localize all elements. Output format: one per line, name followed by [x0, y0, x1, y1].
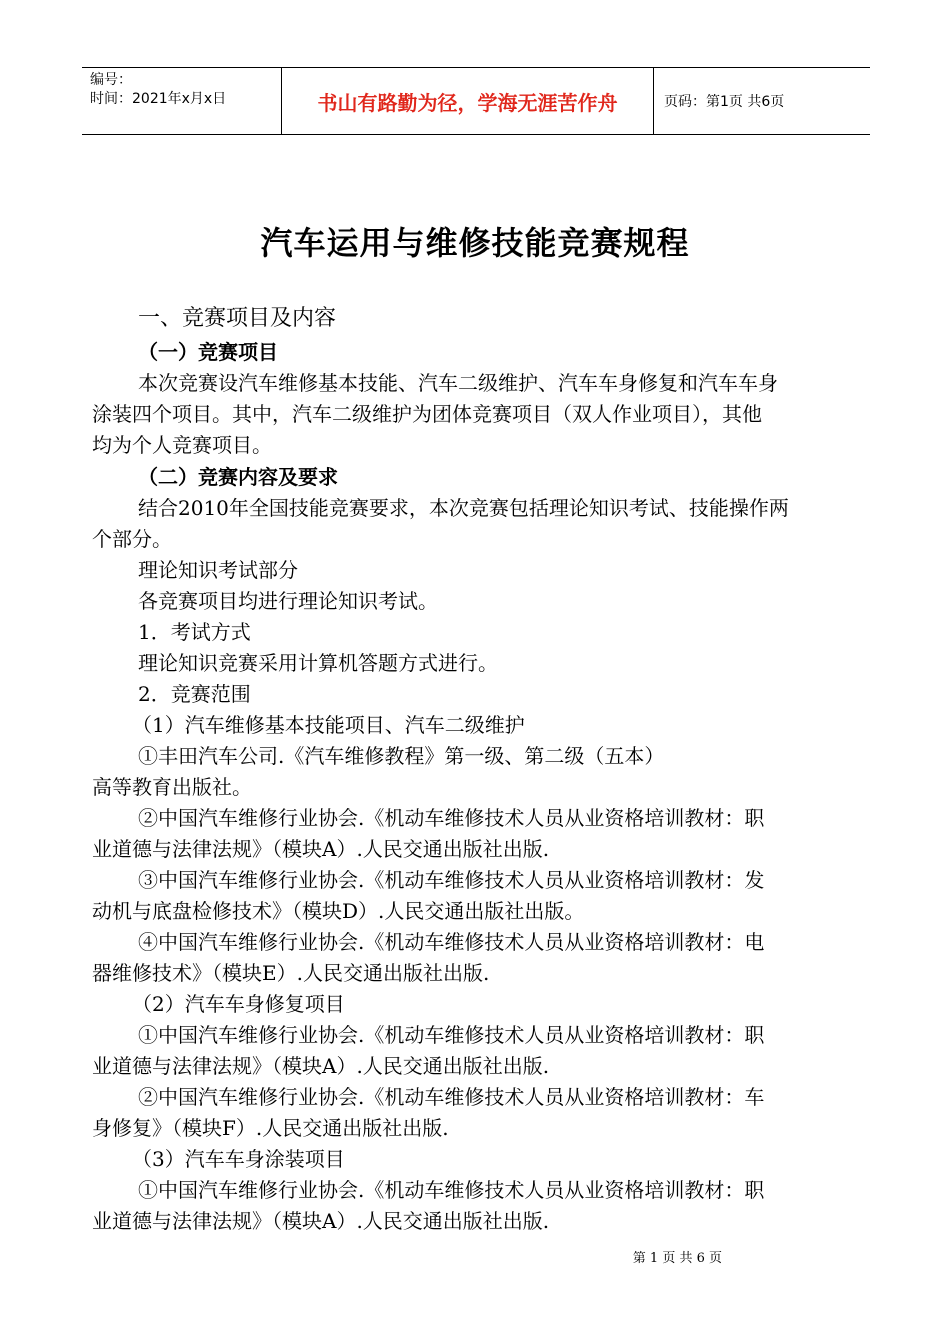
page-header: [82, 67, 870, 135]
header-meta: [82, 68, 282, 134]
theory-desc: 各竞赛项目均进行理论知识考试。: [138, 589, 438, 613]
section-heading-1: 一、竞赛项目及内容: [138, 306, 337, 331]
paragraph-2: 结合2010年全国技能竞赛要求，本次竞赛包括理论知识考试、技能操作两 个部分。: [92, 496, 789, 551]
page-footer: [0, 1247, 950, 1266]
document-title: 汽车运用与维修技能竞赛规程: [260, 224, 690, 262]
reference-1-4: ④中国汽车维修行业协会.《机动车维修技术人员从业资格培训教材：电 器维修技术》（模块E）.人民交通出版社出版.: [92, 930, 765, 985]
header-page-code: 页码：第1页 共6页: [664, 94, 785, 110]
subsection-heading-2: （二）竞赛内容及要求: [138, 465, 338, 489]
date-label: 时间：2021年x月x日: [90, 91, 227, 107]
paragraph-1: 本次竞赛设汽车维修基本技能、汽车二级维护、汽车车身修复和汽车车身 涂装四个项目。其中，汽车二级维护为团体竞赛项目（双人作业项目），其他 均为个人竞赛项目。: [92, 371, 778, 457]
reference-1-1: ①丰田汽车公司.《汽车维修教程》第一级、第二级（五本） 高等教育出版社。: [92, 744, 665, 799]
document-body: [92, 302, 860, 1237]
sub-item-1: （1）汽车维修基本技能项目、汽车二级维护: [132, 713, 525, 737]
item-1: 1．考试方式: [138, 620, 251, 644]
theory-title: 理论知识考试部分: [138, 558, 298, 582]
subsection-heading-1: （一）竞赛项目: [138, 340, 278, 364]
sub-item-3: （3）汽车车身涂装项目: [132, 1147, 345, 1171]
reference-1-2: ②中国汽车维修行业协会.《机动车维修技术人员从业资格培训教材：职 业道德与法律法规》（模块A）.人民交通出版社出版.: [92, 806, 765, 861]
sub-item-2: （2）汽车车身修复项目: [132, 992, 345, 1016]
reference-3-1: ①中国汽车维修行业协会.《机动车维修技术人员从业资格培训教材：职 业道德与法律法规》（模块A）.人民交通出版社出版.: [92, 1178, 765, 1233]
number-label: 编号：: [90, 72, 132, 88]
item-1-desc: 理论知识竞赛采用计算机答题方式进行。: [138, 651, 498, 675]
reference-2-1: ①中国汽车维修行业协会.《机动车维修技术人员从业资格培训教材：职 业道德与法律法规》（模块A）.人民交通出版社出版.: [92, 1023, 765, 1078]
item-2: 2．竞赛范围: [138, 682, 251, 706]
reference-2-2: ②中国汽车维修行业协会.《机动车维修技术人员从业资格培训教材：车 身修复》（模块F）.人民交通出版社出版.: [92, 1085, 765, 1140]
footer-page-number: 第 1 页 共 6 页: [632, 1251, 722, 1266]
reference-1-3: ③中国汽车维修行业协会.《机动车维修技术人员从业资格培训教材：发 动机与底盘检修技术》（模块D）.人民交通出版社出版。: [92, 868, 765, 923]
header-motto: 书山有路勤为径，学海无涯苦作舟: [282, 68, 654, 134]
